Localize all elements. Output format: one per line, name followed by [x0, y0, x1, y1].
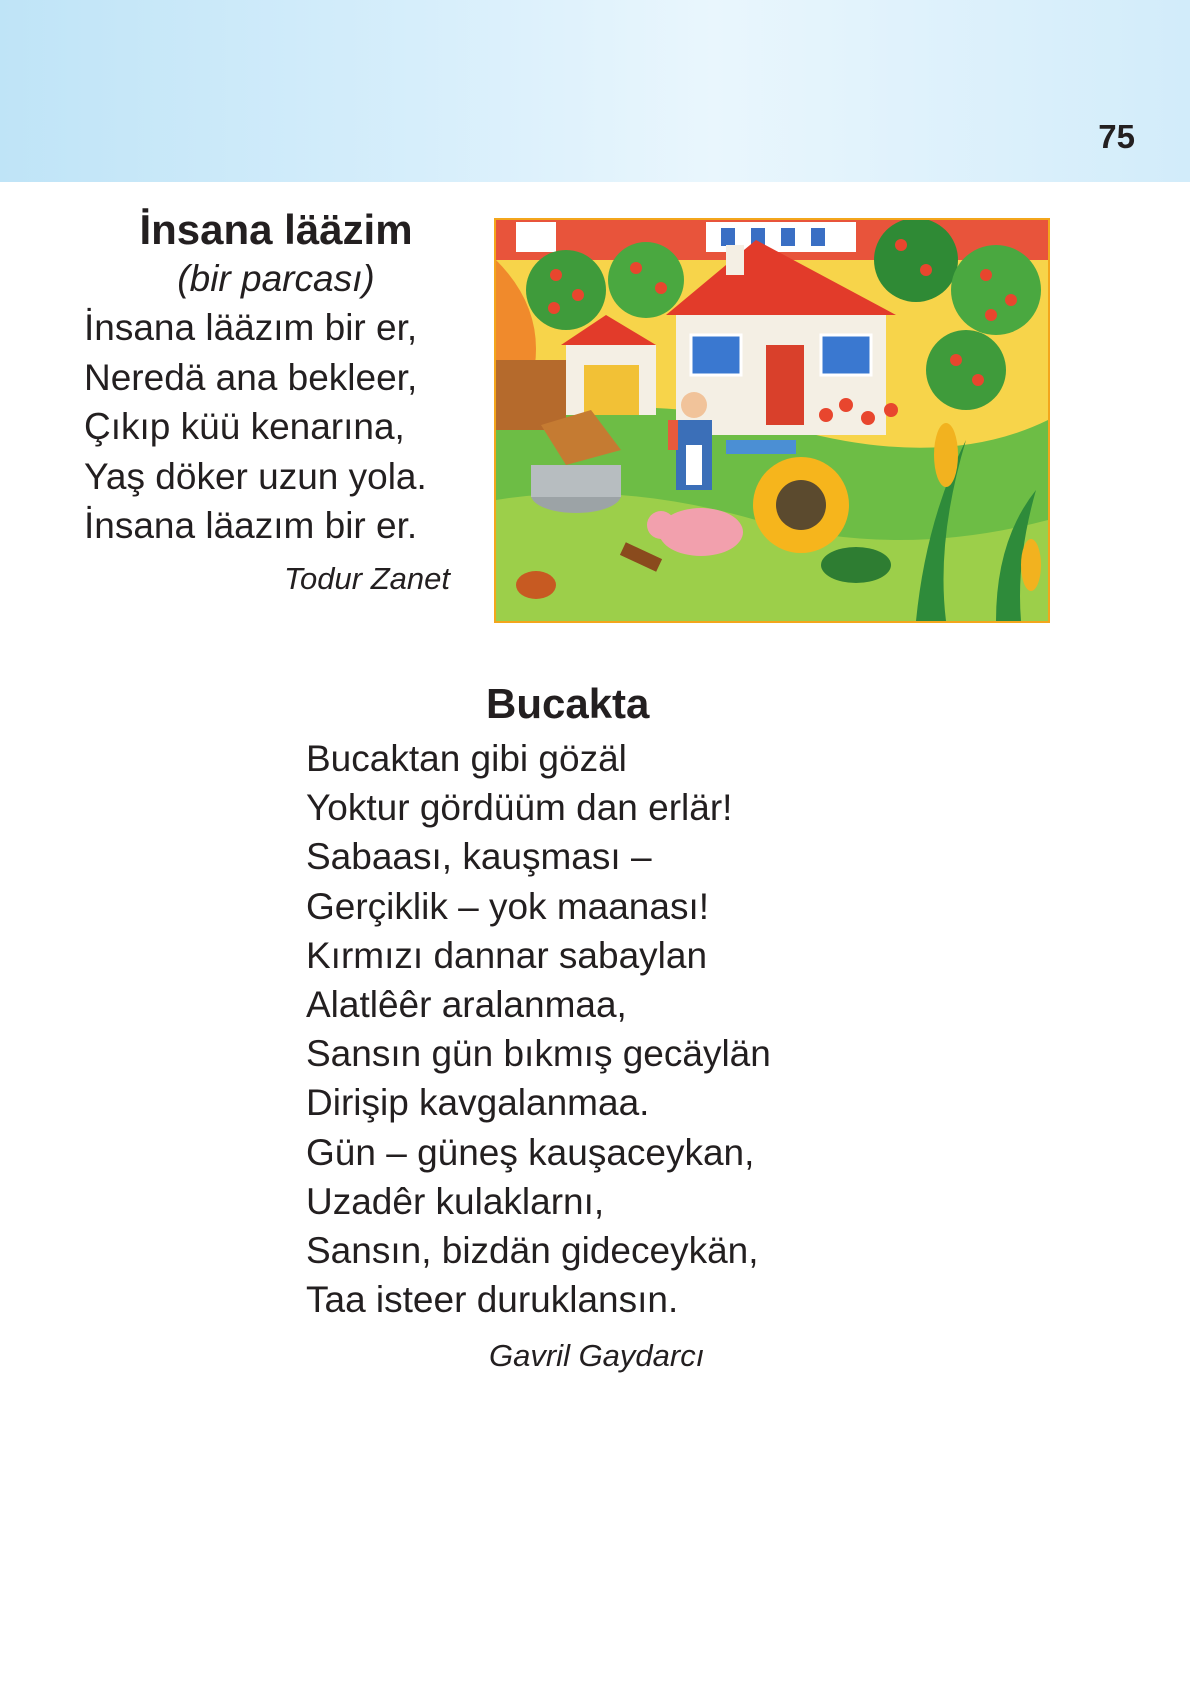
poem-line: Gerçiklik – yok maanası! [306, 885, 710, 927]
poem-line: Bucaktan gibi gözäl [306, 738, 627, 779]
poem-line: Neredä ana bekleer, [84, 356, 418, 398]
poem-line: Uzadêr kulaklarnı, [306, 1180, 605, 1222]
poem-line: Çıkıp küü kenarına, [84, 406, 405, 447]
page-number: 75 [1098, 118, 1135, 155]
header-band [0, 0, 1190, 182]
poem-line: Yoktur gördüüm dan erlär! [306, 787, 733, 829]
poem-line: Gün – güneş kauşaceykan, [306, 1131, 755, 1173]
poem-line: Dirişip kavgalanmaa. [306, 1082, 650, 1124]
village-illustration [494, 218, 1050, 623]
poem-author: Todur Zanet [283, 560, 450, 596]
poem-line: Yaş döker uzun yola. [84, 455, 427, 497]
poem-line: Taa isteer duruklansın. [306, 1279, 679, 1321]
poem-subtitle: (bir parcası) [177, 258, 375, 299]
poem-line: Sabaası, kauşması – [306, 836, 652, 878]
poem-line: İnsana läazım bir er. [84, 505, 418, 546]
poem-line: Kırmızı dannar sabaylan [306, 934, 708, 976]
poem-author: Gavril Gaydarcı [489, 1338, 705, 1373]
poem-line: Alatlêêr aralanmaa, [306, 984, 627, 1026]
poem-title: İnsana lääzim [139, 206, 413, 253]
poem-line: Sansın, bizdän gideceykän, [306, 1230, 759, 1272]
poem-line: Sansın gün bıkmış gecäylän [306, 1033, 771, 1075]
poem-line: İnsana lääzım bir er, [84, 307, 418, 348]
poem-title: Bucakta [486, 680, 650, 727]
poem-insana-laazim [84, 205, 464, 597]
